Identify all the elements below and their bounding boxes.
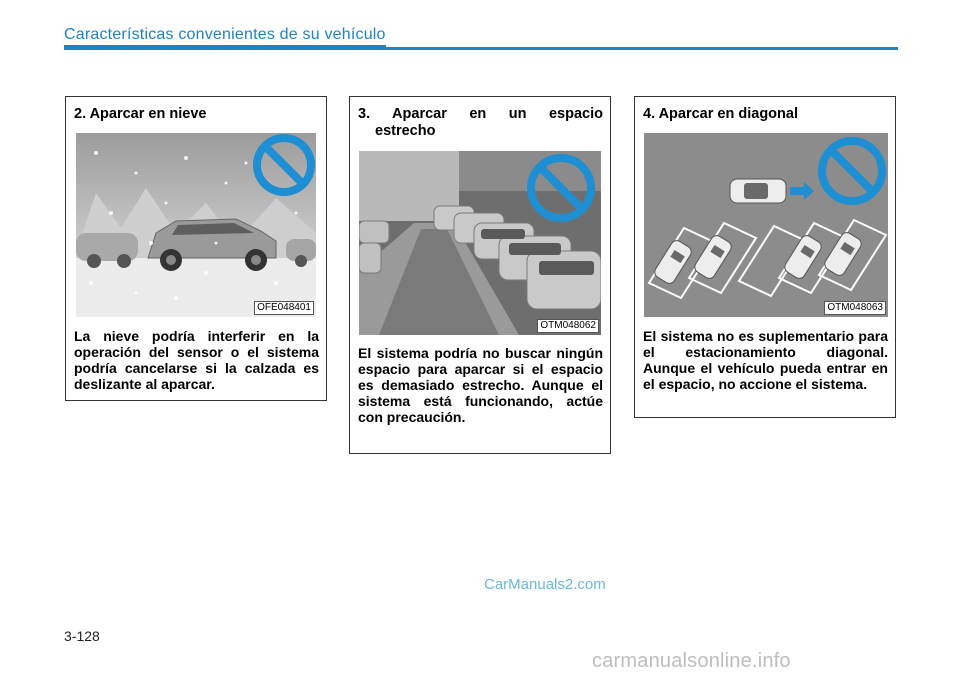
panel-title [358, 106, 603, 140]
diagonal-parking-illustration [644, 133, 888, 317]
watermark-carmanualsonline[interactable]: carmanualsonline.info [592, 650, 791, 672]
panel-diagonal-parking [634, 96, 896, 418]
panel-title: 2. Aparcar en nieve [74, 106, 207, 122]
narrow-space-illustration [359, 151, 601, 335]
section-title: Características convenientes de su vehículo [64, 26, 386, 43]
panel-snow-parking [65, 96, 327, 401]
panel-title-line2: estrecho [375, 123, 436, 139]
figure-code: OFE048401 [254, 301, 314, 315]
panel-text: El sistema no es suplementario para el estacionamiento diagonal. Aunque el vehículo pueda entrar en el espacio, no accione el sistema. [643, 328, 888, 392]
panel-text: La nieve podría interferir en la operación del sensor o el sistema podría cancelarse si la calzada es deslizante al aparcar. [74, 328, 319, 392]
figure-code: OTM048062 [537, 319, 599, 333]
figure-code: OTM048063 [824, 301, 886, 315]
panel-text: El sistema podría no buscar ningún espacio para aparcar si el espacio es demasiado estrecho. Aunque el sistema está funcionando, actúe con precaución. [358, 345, 603, 425]
snow-parking-illustration [76, 133, 316, 317]
panel-title-line1: 3. Aparcar en un espacio [358, 106, 603, 122]
header-accent-bar [64, 45, 386, 50]
watermark-carmanuals2[interactable]: CarManuals2.com [484, 576, 606, 593]
panel-title: 4. Aparcar en diagonal [643, 106, 798, 122]
panel-narrow-space [349, 96, 611, 454]
page-number: 3-128 [64, 628, 100, 644]
